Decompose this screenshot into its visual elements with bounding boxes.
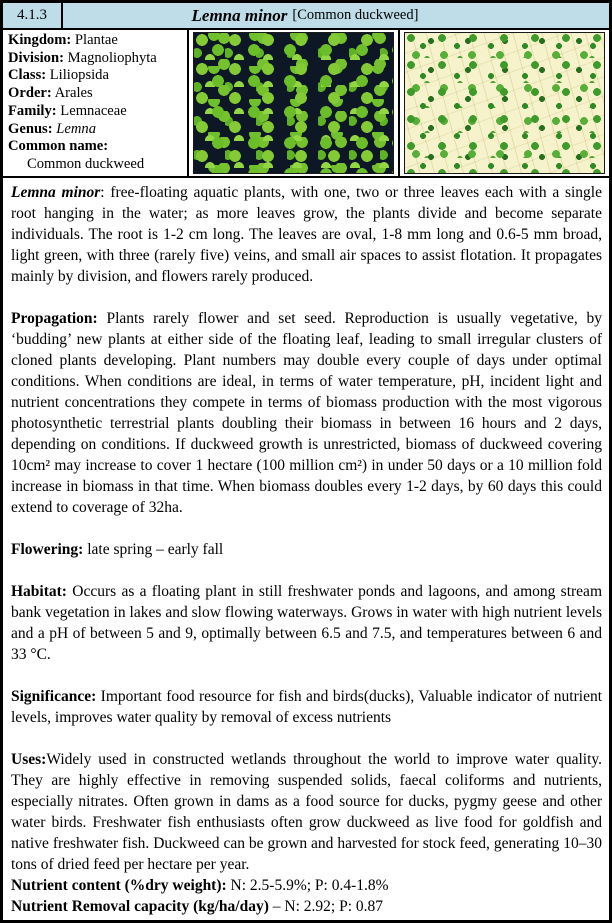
section-habitat	[11, 581, 602, 665]
section-heading: Habitat:	[11, 583, 67, 600]
section-nutrient-removal	[11, 896, 602, 917]
section-heading: Flowering:	[11, 541, 84, 558]
header-row	[3, 3, 609, 30]
taxonomy-value: Liliopsida	[49, 67, 109, 84]
taxonomy-label: Kingdom:	[8, 32, 72, 48]
taxonomy-row	[8, 67, 183, 85]
taxonomy-panel	[3, 30, 189, 176]
section-flowering	[11, 539, 602, 560]
section-number: 4.1.3	[17, 7, 47, 23]
photo-cell-right	[400, 30, 609, 176]
section-heading: Uses:	[11, 751, 47, 768]
photo-cell-left	[189, 30, 400, 176]
taxonomy-value: Plantae	[74, 32, 118, 48]
section-significance	[11, 686, 602, 728]
section-text: N: 2.5-5.9%; P: 0.4-1.8%	[226, 877, 389, 894]
section-description	[11, 182, 602, 287]
taxonomy-label: Order:	[8, 85, 52, 102]
section-heading: Nutrient Removal capacity (kg/ha/day)	[11, 898, 269, 915]
taxonomy-row	[8, 121, 183, 139]
scientific-name-title: Lemna minor	[191, 5, 288, 25]
common-name-title: [Common duckweed]	[292, 7, 419, 23]
section-uses	[11, 749, 602, 875]
taxonomy-row	[8, 85, 183, 103]
taxonomy-value: Arales	[54, 85, 93, 102]
taxonomy-value: Lemnaceae	[60, 102, 127, 119]
section-heading: Lemna minor	[11, 184, 101, 201]
taxonomy-label: Genus:	[8, 120, 53, 137]
section-text: – N: 2.92; P: 0.87	[268, 898, 383, 915]
species-title-cell	[63, 3, 609, 28]
taxonomy-row	[8, 50, 183, 68]
duckweed-backlit-photo	[404, 32, 605, 174]
taxonomy-label: Common name:	[8, 138, 109, 155]
duckweed-mat-photo	[193, 32, 394, 174]
section-text: Plants rarely flower and set seed. Reproduction is usually vegetative, by ‘budding’ new plants at either side of the floating leaf, leading to small irregular clusters of cloned plants developing. Plant numbers may double every couple of days under optimal conditions. When conditions are ideal, in terms of water temperature, pH, incident light and nutrient concentrations they compete in terms of biomass production with the most vigorous photosynthetic terrestrial plants doubling their biomass in between 16 hours and 2 days, depending on conditions. If duckweed growth is unrestricted, biomass of duckweed covering 10cm² may increase to cover 1 hectare (100 million cm²) in under 50 days or a 10 million fold increase in biomass in that time. When biomass doubles every 1-2 days, by 60 days this could extend to coverage of 32ha.	[11, 310, 602, 516]
section-text: : free-floating aquatic plants, with one, two or three leaves each with a single root hanging in the water; as more leaves grow, the plants divide and become separate individuals. The root is 1-2 cm long. The leaves are oval, 1-8 mm long and 0.6-5 mm broad, light green, with three (rarely five) veins, and small air spaces to assist flotation. It propagates mainly by division, and flowers rarely produced.	[11, 184, 602, 285]
taxonomy-value: Lemna	[56, 120, 96, 137]
section-heading: Propagation:	[11, 310, 98, 327]
taxonomy-label: Class:	[8, 67, 47, 84]
section-propagation	[11, 308, 602, 518]
taxonomy-common-name: Common duckweed	[27, 155, 145, 172]
section-heading: Nutrient content (%dry weight):	[11, 877, 227, 894]
taxonomy-label: Family:	[8, 102, 57, 119]
info-row	[3, 30, 609, 178]
taxonomy-row	[8, 138, 183, 156]
section-nutrient-content	[11, 875, 602, 896]
section-number-cell	[3, 3, 63, 28]
taxonomy-value: Magnoliophyta	[67, 49, 157, 66]
taxonomy-row	[8, 32, 183, 50]
section-text: Occurs as a floating plant in still freshwater ponds and lagoons, and among stream bank vegetation in lakes and slow flowing waterways. Grows in water with high nutrient levels and a pH of between 5 and 9, optimally between 6.5 and 7.5, and temperatures between 6 and 33 °C.	[11, 583, 602, 663]
section-text: late spring – early fall	[83, 541, 224, 558]
section-text: Important food resource for fish and birds(ducks), Valuable indicator of nutrient levels, improves water quality by removal of excess nutrients	[11, 688, 602, 726]
description-body	[3, 178, 609, 917]
taxonomy-row	[8, 103, 183, 121]
section-heading: Significance:	[11, 688, 97, 705]
section-text: Widely used in constructed wetlands throughout the world to improve water quality. They are highly effective in removing suspended solids, faecal coliforms and nutrients, especially nitrates. Often grown in dams as a food source for ducks, pygmy geese and other water birds. Freshwater fish enthusiasts often grow duckweed as live food for goldfish and native freshwater fish. Duckweed can be grown and harvested for stock feed, generating 10–30 tons of dried feed per hectare per year.	[11, 751, 602, 873]
taxonomy-label: Division:	[8, 49, 64, 66]
